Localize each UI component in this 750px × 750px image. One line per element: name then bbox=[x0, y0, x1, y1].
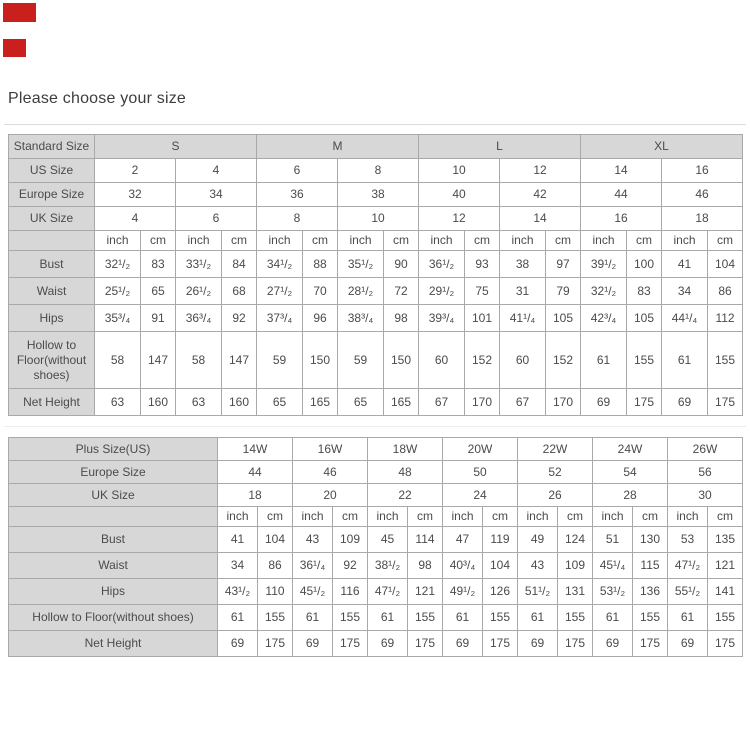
data-cell: 136 bbox=[633, 579, 668, 605]
row-label bbox=[9, 231, 95, 251]
data-cell: 170 bbox=[465, 389, 500, 416]
data-cell: cm bbox=[258, 507, 293, 527]
data-cell: 175 bbox=[708, 631, 743, 657]
data-cell: 8 bbox=[338, 159, 419, 183]
data-cell: 34 bbox=[662, 278, 708, 305]
data-cell: 60 bbox=[500, 332, 546, 389]
data-cell: 51 bbox=[593, 527, 633, 553]
data-cell: 42³/₄ bbox=[581, 305, 627, 332]
data-cell: 55¹/₂ bbox=[668, 579, 708, 605]
data-cell: cm bbox=[708, 231, 743, 251]
data-cell: inch bbox=[218, 507, 258, 527]
row-label: US Size bbox=[9, 159, 95, 183]
data-cell: 35³/₄ bbox=[95, 305, 141, 332]
data-cell: 38 bbox=[500, 251, 546, 278]
data-cell: 44 bbox=[581, 183, 662, 207]
data-cell: 109 bbox=[333, 527, 368, 553]
data-cell: 101 bbox=[465, 305, 500, 332]
data-cell: 116 bbox=[333, 579, 368, 605]
data-cell: 65 bbox=[338, 389, 384, 416]
data-cell: 32¹/₂ bbox=[581, 278, 627, 305]
data-cell: 18 bbox=[662, 207, 743, 231]
data-cell: inch bbox=[518, 507, 558, 527]
data-cell: cm bbox=[408, 507, 443, 527]
data-cell: 109 bbox=[558, 553, 593, 579]
data-cell: inch bbox=[581, 231, 627, 251]
data-cell: 6 bbox=[176, 207, 257, 231]
data-cell: 83 bbox=[627, 278, 662, 305]
data-cell: 30 bbox=[668, 484, 743, 507]
data-cell: 36³/₄ bbox=[176, 305, 222, 332]
data-cell: 45¹/₂ bbox=[293, 579, 333, 605]
row-label: Hips bbox=[9, 305, 95, 332]
data-cell: 52 bbox=[518, 461, 593, 484]
data-cell: 31 bbox=[500, 278, 546, 305]
data-cell: 65 bbox=[141, 278, 176, 305]
data-cell: 26W bbox=[668, 438, 743, 461]
data-cell: 69 bbox=[443, 631, 483, 657]
data-cell: 12 bbox=[500, 159, 581, 183]
data-cell: 110 bbox=[258, 579, 293, 605]
data-cell: 29¹/₂ bbox=[419, 278, 465, 305]
data-cell: 155 bbox=[258, 605, 293, 631]
data-cell: 68 bbox=[222, 278, 257, 305]
data-cell: 53 bbox=[668, 527, 708, 553]
data-cell: 43¹/₂ bbox=[218, 579, 258, 605]
data-cell: 65 bbox=[257, 389, 303, 416]
data-cell: 61 bbox=[581, 332, 627, 389]
data-cell: 69 bbox=[518, 631, 558, 657]
data-cell: 131 bbox=[558, 579, 593, 605]
data-cell: 67 bbox=[500, 389, 546, 416]
data-cell: 92 bbox=[333, 553, 368, 579]
data-cell: 41 bbox=[662, 251, 708, 278]
data-cell: 115 bbox=[633, 553, 668, 579]
data-cell: 93 bbox=[465, 251, 500, 278]
table-row-hollow-to-floor-without-shoes bbox=[9, 605, 743, 631]
data-cell: 135 bbox=[708, 527, 743, 553]
data-cell: 61 bbox=[518, 605, 558, 631]
data-cell: 165 bbox=[384, 389, 419, 416]
data-cell: inch bbox=[95, 231, 141, 251]
data-cell: 22 bbox=[368, 484, 443, 507]
table-row-hips bbox=[9, 579, 743, 605]
data-cell: 84 bbox=[222, 251, 257, 278]
data-cell: 90 bbox=[384, 251, 419, 278]
data-cell: 16 bbox=[581, 207, 662, 231]
data-cell: 25¹/₂ bbox=[95, 278, 141, 305]
data-cell: 175 bbox=[558, 631, 593, 657]
data-cell: 61 bbox=[668, 605, 708, 631]
data-cell: 61 bbox=[218, 605, 258, 631]
data-cell: 175 bbox=[483, 631, 518, 657]
data-cell: 33¹/₂ bbox=[176, 251, 222, 278]
data-cell: 175 bbox=[633, 631, 668, 657]
data-cell: 32¹/₂ bbox=[95, 251, 141, 278]
data-cell: 45 bbox=[368, 527, 408, 553]
data-cell: 96 bbox=[303, 305, 338, 332]
data-cell: L bbox=[419, 135, 581, 159]
data-cell: 46 bbox=[662, 183, 743, 207]
row-label: Net Height bbox=[9, 389, 95, 416]
data-cell: 175 bbox=[708, 389, 743, 416]
table-row-plus-size-us bbox=[9, 438, 743, 461]
data-cell: 121 bbox=[408, 579, 443, 605]
data-cell: 10 bbox=[419, 159, 500, 183]
data-cell: 70 bbox=[303, 278, 338, 305]
data-cell: cm bbox=[633, 507, 668, 527]
table-row-waist bbox=[9, 553, 743, 579]
data-cell: inch bbox=[593, 507, 633, 527]
data-cell: 165 bbox=[303, 389, 338, 416]
data-cell: 47¹/₂ bbox=[368, 579, 408, 605]
red-corner-sticker bbox=[3, 39, 26, 57]
data-cell: 36 bbox=[257, 183, 338, 207]
data-cell: 61 bbox=[593, 605, 633, 631]
data-cell: 170 bbox=[546, 389, 581, 416]
data-cell: 63 bbox=[95, 389, 141, 416]
data-cell: 24W bbox=[593, 438, 668, 461]
data-cell: 45¹/₄ bbox=[593, 553, 633, 579]
page-title: Please choose your size bbox=[8, 90, 187, 107]
data-cell: 88 bbox=[303, 251, 338, 278]
data-cell: 155 bbox=[633, 605, 668, 631]
row-label: Net Height bbox=[9, 631, 218, 657]
data-cell: inch bbox=[257, 231, 303, 251]
table-row-europe-size bbox=[9, 461, 743, 484]
data-cell: 61 bbox=[662, 332, 708, 389]
data-cell: cm bbox=[708, 507, 743, 527]
table-row-standard-size bbox=[9, 135, 743, 159]
data-cell: 86 bbox=[258, 553, 293, 579]
data-cell: 150 bbox=[303, 332, 338, 389]
data-cell: 50 bbox=[443, 461, 518, 484]
data-cell: 46 bbox=[293, 461, 368, 484]
data-cell: 37³/₄ bbox=[257, 305, 303, 332]
data-cell: 26 bbox=[518, 484, 593, 507]
data-cell: cm bbox=[303, 231, 338, 251]
row-label: Hips bbox=[9, 579, 218, 605]
data-cell: 49 bbox=[518, 527, 558, 553]
row-label: Bust bbox=[9, 251, 95, 278]
data-cell: 175 bbox=[408, 631, 443, 657]
data-cell: 38³/₄ bbox=[338, 305, 384, 332]
data-cell: 79 bbox=[546, 278, 581, 305]
data-cell: inch bbox=[368, 507, 408, 527]
data-cell: cm bbox=[141, 231, 176, 251]
data-cell: 39³/₄ bbox=[419, 305, 465, 332]
data-cell: 44¹/₄ bbox=[662, 305, 708, 332]
data-cell: 59 bbox=[257, 332, 303, 389]
row-label: Bust bbox=[9, 527, 218, 553]
data-cell: 41 bbox=[218, 527, 258, 553]
row-label: Europe Size bbox=[9, 183, 95, 207]
data-cell: 86 bbox=[708, 278, 743, 305]
red-corner-sticker bbox=[3, 3, 36, 22]
data-cell: 34¹/₂ bbox=[257, 251, 303, 278]
table-row-europe-size bbox=[9, 183, 743, 207]
data-cell: 98 bbox=[384, 305, 419, 332]
data-cell: S bbox=[95, 135, 257, 159]
data-cell: 12 bbox=[419, 207, 500, 231]
data-cell: 28 bbox=[593, 484, 668, 507]
data-cell: 175 bbox=[627, 389, 662, 416]
data-cell: 92 bbox=[222, 305, 257, 332]
data-cell: 18W bbox=[368, 438, 443, 461]
data-cell: 105 bbox=[546, 305, 581, 332]
data-cell: 14W bbox=[218, 438, 293, 461]
data-cell: 155 bbox=[408, 605, 443, 631]
data-cell: 40³/₄ bbox=[443, 553, 483, 579]
data-cell: inch bbox=[500, 231, 546, 251]
table-row-uk-size bbox=[9, 207, 743, 231]
data-cell: 105 bbox=[627, 305, 662, 332]
data-cell: 22W bbox=[518, 438, 593, 461]
data-cell: 28¹/₂ bbox=[338, 278, 384, 305]
data-cell: 61 bbox=[443, 605, 483, 631]
data-cell: 155 bbox=[558, 605, 593, 631]
data-cell: inch bbox=[338, 231, 384, 251]
data-cell: 69 bbox=[293, 631, 333, 657]
data-cell: 147 bbox=[141, 332, 176, 389]
table-row-waist bbox=[9, 278, 743, 305]
data-cell: 83 bbox=[141, 251, 176, 278]
row-label: Hollow to Floor(without shoes) bbox=[9, 332, 95, 389]
data-cell: 10 bbox=[338, 207, 419, 231]
data-cell: 69 bbox=[581, 389, 627, 416]
table-row-units bbox=[9, 231, 743, 251]
table-row-units bbox=[9, 507, 743, 527]
data-cell: 59 bbox=[338, 332, 384, 389]
data-cell: 4 bbox=[95, 207, 176, 231]
data-cell: inch bbox=[176, 231, 222, 251]
data-cell: 60 bbox=[419, 332, 465, 389]
data-cell: 67 bbox=[419, 389, 465, 416]
data-cell: inch bbox=[662, 231, 708, 251]
data-cell: cm bbox=[222, 231, 257, 251]
data-cell: 97 bbox=[546, 251, 581, 278]
data-cell: 91 bbox=[141, 305, 176, 332]
data-cell: M bbox=[257, 135, 419, 159]
table-row-bust bbox=[9, 251, 743, 278]
data-cell: 38¹/₂ bbox=[368, 553, 408, 579]
data-cell: 61 bbox=[293, 605, 333, 631]
data-cell: 20W bbox=[443, 438, 518, 461]
table-row-uk-size bbox=[9, 484, 743, 507]
table-separator bbox=[4, 426, 746, 427]
title-divider bbox=[4, 124, 746, 125]
data-cell: 18 bbox=[218, 484, 293, 507]
row-label: UK Size bbox=[9, 207, 95, 231]
data-cell: 150 bbox=[384, 332, 419, 389]
data-cell: 41¹/₄ bbox=[500, 305, 546, 332]
data-cell: cm bbox=[465, 231, 500, 251]
data-cell: 20 bbox=[293, 484, 368, 507]
data-cell: 155 bbox=[483, 605, 518, 631]
row-label: Standard Size bbox=[9, 135, 95, 159]
data-cell: inch bbox=[668, 507, 708, 527]
data-cell: 124 bbox=[558, 527, 593, 553]
data-cell: 75 bbox=[465, 278, 500, 305]
data-cell: XL bbox=[581, 135, 743, 159]
data-cell: inch bbox=[293, 507, 333, 527]
data-cell: 34 bbox=[176, 183, 257, 207]
standard-size-table bbox=[8, 134, 743, 416]
data-cell: cm bbox=[558, 507, 593, 527]
data-cell: 141 bbox=[708, 579, 743, 605]
data-cell: cm bbox=[384, 231, 419, 251]
data-cell: cm bbox=[483, 507, 518, 527]
data-cell: 69 bbox=[368, 631, 408, 657]
data-cell: 16W bbox=[293, 438, 368, 461]
data-cell: 58 bbox=[176, 332, 222, 389]
data-cell: 69 bbox=[218, 631, 258, 657]
data-cell: 160 bbox=[141, 389, 176, 416]
data-cell: 69 bbox=[668, 631, 708, 657]
data-cell: 104 bbox=[258, 527, 293, 553]
row-label: Waist bbox=[9, 553, 218, 579]
data-cell: 16 bbox=[662, 159, 743, 183]
row-label: Plus Size(US) bbox=[9, 438, 218, 461]
data-cell: 2 bbox=[95, 159, 176, 183]
table-row-net-height bbox=[9, 389, 743, 416]
table-row-hips bbox=[9, 305, 743, 332]
row-label: UK Size bbox=[9, 484, 218, 507]
data-cell: 8 bbox=[257, 207, 338, 231]
data-cell: 160 bbox=[222, 389, 257, 416]
row-label: Europe Size bbox=[9, 461, 218, 484]
data-cell: 40 bbox=[419, 183, 500, 207]
data-cell: 6 bbox=[257, 159, 338, 183]
data-cell: cm bbox=[546, 231, 581, 251]
data-cell: 175 bbox=[258, 631, 293, 657]
row-label bbox=[9, 507, 218, 527]
data-cell: cm bbox=[627, 231, 662, 251]
data-cell: 14 bbox=[500, 207, 581, 231]
data-cell: 34 bbox=[218, 553, 258, 579]
data-cell: 155 bbox=[627, 332, 662, 389]
data-cell: 63 bbox=[176, 389, 222, 416]
data-cell: 38 bbox=[338, 183, 419, 207]
data-cell: 4 bbox=[176, 159, 257, 183]
data-cell: 126 bbox=[483, 579, 518, 605]
table-row-bust bbox=[9, 527, 743, 553]
data-cell: inch bbox=[443, 507, 483, 527]
data-cell: inch bbox=[419, 231, 465, 251]
data-cell: 100 bbox=[627, 251, 662, 278]
data-cell: 27¹/₂ bbox=[257, 278, 303, 305]
row-label: Waist bbox=[9, 278, 95, 305]
data-cell: 44 bbox=[218, 461, 293, 484]
data-cell: 51¹/₂ bbox=[518, 579, 558, 605]
data-cell: 152 bbox=[546, 332, 581, 389]
data-cell: 32 bbox=[95, 183, 176, 207]
data-cell: 104 bbox=[483, 553, 518, 579]
table-row-hollow-to-floor-without-shoes bbox=[9, 332, 743, 389]
data-cell: 43 bbox=[518, 553, 558, 579]
data-cell: 35¹/₂ bbox=[338, 251, 384, 278]
data-cell: 152 bbox=[465, 332, 500, 389]
data-cell: 39¹/₂ bbox=[581, 251, 627, 278]
data-cell: 147 bbox=[222, 332, 257, 389]
data-cell: 54 bbox=[593, 461, 668, 484]
data-cell: 112 bbox=[708, 305, 743, 332]
table-row-us-size bbox=[9, 159, 743, 183]
data-cell: 26¹/₂ bbox=[176, 278, 222, 305]
data-cell: 56 bbox=[668, 461, 743, 484]
data-cell: 119 bbox=[483, 527, 518, 553]
data-cell: 175 bbox=[333, 631, 368, 657]
data-cell: 47 bbox=[443, 527, 483, 553]
data-cell: 49¹/₂ bbox=[443, 579, 483, 605]
row-label: Hollow to Floor(without shoes) bbox=[9, 605, 218, 631]
data-cell: 36¹/₄ bbox=[293, 553, 333, 579]
data-cell: 14 bbox=[581, 159, 662, 183]
data-cell: 155 bbox=[708, 605, 743, 631]
plus-size-table bbox=[8, 437, 743, 657]
data-cell: 48 bbox=[368, 461, 443, 484]
data-cell: 47¹/₂ bbox=[668, 553, 708, 579]
data-cell: 155 bbox=[333, 605, 368, 631]
data-cell: 98 bbox=[408, 553, 443, 579]
data-cell: 36¹/₂ bbox=[419, 251, 465, 278]
data-cell: 42 bbox=[500, 183, 581, 207]
data-cell: 72 bbox=[384, 278, 419, 305]
table-row-net-height bbox=[9, 631, 743, 657]
data-cell: 130 bbox=[633, 527, 668, 553]
data-cell: 121 bbox=[708, 553, 743, 579]
data-cell: 104 bbox=[708, 251, 743, 278]
data-cell: 69 bbox=[662, 389, 708, 416]
data-cell: 61 bbox=[368, 605, 408, 631]
data-cell: 155 bbox=[708, 332, 743, 389]
data-cell: cm bbox=[333, 507, 368, 527]
data-cell: 69 bbox=[593, 631, 633, 657]
data-cell: 114 bbox=[408, 527, 443, 553]
data-cell: 24 bbox=[443, 484, 518, 507]
data-cell: 43 bbox=[293, 527, 333, 553]
data-cell: 53¹/₂ bbox=[593, 579, 633, 605]
data-cell: 58 bbox=[95, 332, 141, 389]
